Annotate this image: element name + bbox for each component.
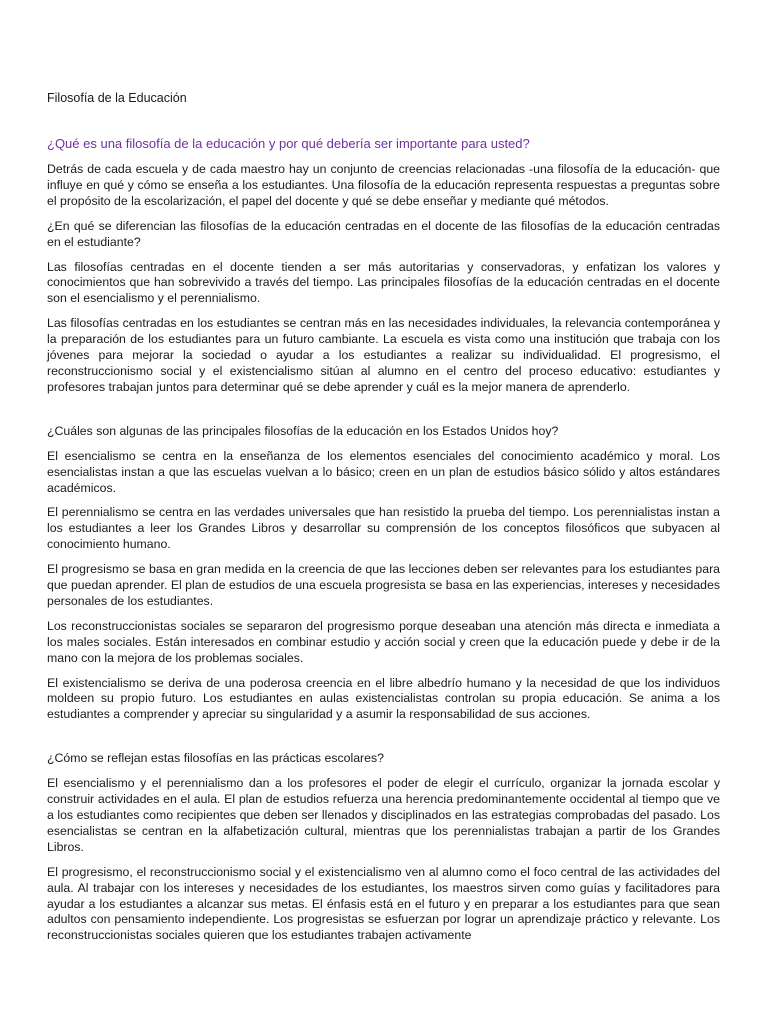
document-page [47, 84, 720, 953]
paragraph-intro: Detrás de cada escuela y de cada maestro hay un conjunto de creencias relacionadas -una filosofía de la educación- que influye en qué y cómo se enseña a los estudiantes. Una filosofía de la educación representa respuestas a preguntas sobre el propósito de la escolarización, el papel del docente y qué se debe enseñar y mediante qué métodos. [47, 162, 720, 208]
question-main-philosophies: ¿Cuáles son algunas de las principales filosofías de la educación en los Estados Unidos hoy? [47, 423, 559, 438]
lead-question: ¿Qué es una filosofía de la educación y por qué debería ser importante para usted? [47, 136, 530, 151]
paragraph-progressivism: El progresismo se basa en gran medida en la creencia de que las lecciones deben ser relevantes para los estudiantes para que puedan aprender. El plan de estudios de una escuela progresista se basa en las experiencias, intereses y necesidades personales de los estudiantes. [47, 562, 720, 608]
paragraph-essentialism: El esencialismo se centra en la enseñanza de los elementos esenciales del conocimiento académico y moral. Los esencialistas instan a que las escuelas vuelvan a lo básico; creen en un plan de estudios básico sólido y altos estándares académicos. [47, 448, 720, 495]
paragraph-perennialism: El perennialismo se centra en las verdades universales que han resistido la prueba del tiempo. Los perennialistas instan a los estudiantes a leer los Grandes Libros y desarrollar su comprensión de los conceptos filosóficos que subyacen al conocimiento humano. [47, 505, 720, 552]
paragraph-practices-progressivism: El progresismo, el reconstruccionismo social y el existencialismo ven al alumno como el foco central de las actividades del aula. Al trabajar con los intereses y necesidades de los estudiantes, los maestros sirven como guías y facilitadores para ayudar a los estudiantes a alcanzar sus metas. El énfasis está en el futuro y en preparar a los estudiantes para que sean adultos con pensamiento independiente. Los progresistas se esfuerzan por lograr un aprendizaje práctico y relevante. Los reconstruccionistas sociales quieren que los estudiantes trabajen activamente [47, 864, 720, 943]
document-title: Filosofía de la Educación [47, 91, 187, 105]
paragraph-social-reconstructionism: Los reconstruccionistas sociales se separaron del progresismo porque deseaban una atención más directa e inmediata a los males sociales. Están interesados en combinar estudio y acción social y creen que la educación puede y debe ir de la mano con la mejora de los problemas sociales. [47, 618, 720, 665]
question-school-practices: ¿Cómo se reflejan estas filosofías en las prácticas escolares? [47, 751, 384, 766]
paragraph-existentialism: El existencialismo se deriva de una poderosa creencia en el libre albedrío humano y la necesidad de que los individuos moldeen su propio futuro. Los estudiantes en aulas existencialistas controlan su propia educación. Se anima a los estudiantes a comprender y apreciar su singularidad y a asumir la responsabilidad de sus acciones. [47, 675, 720, 722]
paragraph-teacher-centered: Las filosofías centradas en el docente tienden a ser más autoritarias y conservadoras, y enfatizan los valores y conocimientos que han sobrevivido a través del tiempo. Las principales filosofías de la educación centradas en el docente son el esencialismo y el perennialismo. [47, 259, 720, 306]
question-teacher-vs-student: ¿En qué se diferencian las filosofías de la educación centradas en el docente de las filosofías de la educación centradas en el estudiante? [47, 218, 720, 249]
paragraph-practices-essentialism: El esencialismo y el perennialismo dan a los profesores el poder de elegir el currículo, organizar la jornada escolar y construir actividades en el aula. El plan de estudios refuerza una herencia predominantemente occidental al tiempo que ve a los estudiantes como recipientes que deben ser llenados y disciplinados en las estrategias comprobadas del pasado. Los esencialistas se centran en la alfabetización cultural, mientras que los perennialistas trabajan a partir de los Grandes Libros. [47, 776, 720, 854]
paragraph-student-centered: Las filosofías centradas en los estudiantes se centran más en las necesidades individuales, la relevancia contemporánea y la preparación de los estudiantes para un futuro cambiante. La escuela es vista como una institución que trabaja con los jóvenes para mejorar la sociedad o ayudar a los estudiantes a realizar su individualidad. El progresismo, el reconstruccionismo social y el existencialismo sitúan al alumno en el centro del proceso educativo: estudiantes y profesores trabajan juntos para determinar qué se debe aprender y cuál es la mejor manera de aprenderlo. [47, 316, 720, 394]
